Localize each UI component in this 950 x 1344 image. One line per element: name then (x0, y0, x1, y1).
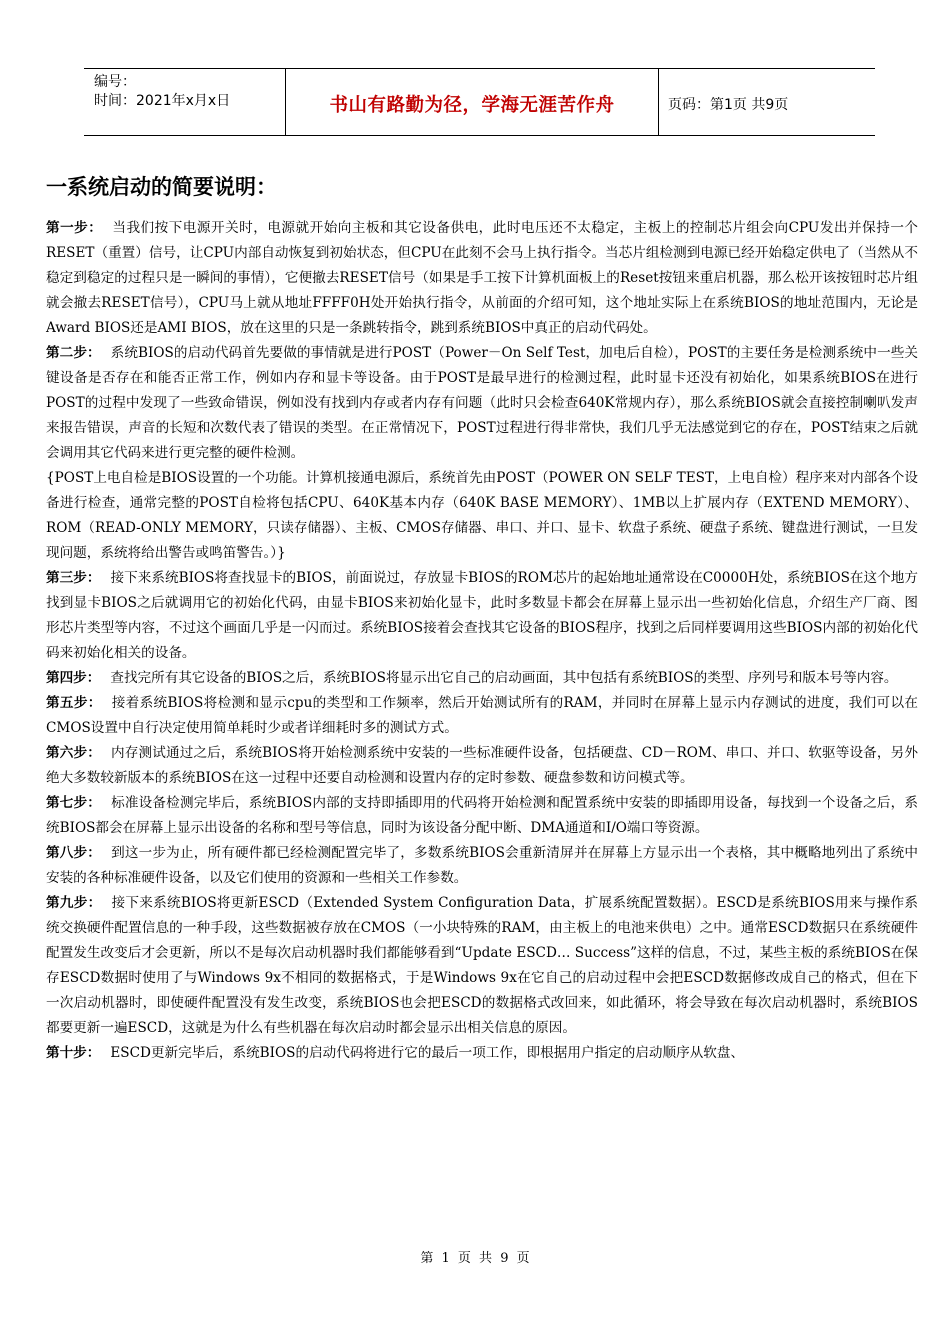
step-label: 第十步： (46, 1045, 101, 1061)
step-label: 第三步： (46, 570, 101, 586)
header-code-label: 编号： (94, 74, 136, 90)
paragraph-text: ESCD更新完毕后，系统BIOS的启动代码将进行它的最后一项工作，即根据用户指定的启动顺序从软盘、 (110, 1045, 745, 1061)
page-footer: 第 1 页 共 9 页 (420, 1251, 530, 1266)
paragraph-text: 接着系统BIOS将检测和显示cpu的类型和工作频率，然后开始测试所有的RAM，并同时在屏幕上显示内存测试的进度，我们可以在CMOS设置中自行决定使用简单耗时少或者详细耗时多的测试方式。 (46, 695, 919, 736)
body-paragraph (46, 791, 918, 841)
document-header (84, 68, 875, 136)
step-label: 第一步： (46, 220, 103, 236)
header-time-label: 时间：2021年x月x日 (94, 93, 231, 109)
paragraph-text: 查找完所有其它设备的BIOS之后，系统BIOS将显示出它自己的启动画面，其中包括有系统BIOS的类型、序列号和版本号等内容。 (110, 670, 898, 686)
body-paragraph (46, 691, 918, 741)
paragraph-text: 标准设备检测完毕后，系统BIOS内部的支持即插即用的代码将开始检测和配置系统中安装的即插即用设备，每找到一个设备之后，系统BIOS都会在屏幕上显示出设备的名称和型号等信息，同时为该设备分配中断、DMA通道和I/O端口等资源。 (46, 795, 919, 836)
header-page-label: 页码：第1页 共9页 (668, 97, 789, 113)
body-paragraph (46, 466, 918, 566)
paragraph-text: {POST上电自检是BIOS设置的一个功能。计算机接通电源后，系统首先由POST（POWER ON SELF TEST，上电自检）程序来对内部各个设备进行检查，通常完整的POST自检将包括CPU、640K基本内存（640K BASE MEMORY）、1MB以上扩展内存（EXTEND MEMORY）、ROM（READ-ONLY MEMORY，只读存储器）、主板、CMOS存储器、串口、并口、显卡、软盘子系统、硬盘子系统、键盘进行测试，一旦发现问题，系统将给出警告或鸣笛警告。）} (46, 470, 918, 561)
body-paragraph (46, 666, 918, 691)
paragraph-text: 接下来系统BIOS将更新ESCD（Extended System Configuration Data，扩展系统配置数据）。ESCD是系统BIOS用来与操作系统交换硬件配置信息的一种手段，这些数据被存放在CMOS（一小块特殊的RAM，由主板上的电池来供电）之中。通常ESCD数据只在系统硬件配置发生改变后才会更新，所以不是每次启动机器时我们都能够看到“Update ESCD… Success”这样的信息，不过，某些主板的系统BIOS在保存ESCD数据时使用了与Windows 9x不相同的数据格式，于是Windows 9x在它自己的启动过程中会把ESCD数据修改成自己的格式，但在下一次启动机器时，即使硬件配置没有发生改变，系统BIOS也会把ESCD的数据格式改回来，如此循环，将会导致在每次启动机器时，系统BIOS都要更新一遍ESCD，这就是为什么有些机器在每次启动时都会显示出相关信息的原因。 (46, 895, 918, 1036)
document-title: 一系统启动的简要说明： (46, 175, 277, 199)
body-paragraph (46, 891, 918, 1041)
step-label: 第五步： (46, 695, 102, 711)
step-label: 第四步： (46, 670, 101, 686)
step-label: 第九步： (46, 895, 102, 911)
body-paragraph (46, 741, 918, 791)
paragraph-text: 系统BIOS的启动代码首先要做的事情就是进行POST（Power－On Self Test，加电后自检），POST的主要任务是检测系统中一些关键设备是否存在和能否正常工作，例如内存和显卡等设备。由于POST是最早进行的检测过程，此时显卡还没有初始化，如果系统BIOS在进行POST的过程中发现了一些致命错误，例如没有找到内存或者内存有问题（此时只会检查640K常规内存），那么系统BIOS就会直接控制喇叭发声来报告错误，声音的长短和次数代表了错误的类型。在正常情况下，POST过程进行得非常快，我们几乎无法感觉到它的存在，POST结束之后就会调用其它代码来进行更完整的硬件检测。 (46, 345, 919, 461)
step-label: 第二步： (46, 345, 101, 361)
paragraph-text: 接下来系统BIOS将查找显卡的BIOS，前面说过，存放显卡BIOS的ROM芯片的起始地址通常设在C0000H处，系统BIOS在这个地方找到显卡BIOS之后就调用它的初始化代码，由显卡BIOS来初始化显卡，此时多数显卡都会在屏幕上显示出一些初始化信息，介绍生产厂商、图形芯片类型等内容，不过这个画面几乎是一闪而过。系统BIOS接着会查找其它设备的BIOS程序，找到之后同样要调用这些BIOS内部的初始化代码来初始化相关的设备。 (46, 570, 918, 661)
step-label: 第八步： (46, 845, 102, 861)
body-paragraph (46, 566, 918, 666)
document-body (46, 216, 918, 1066)
step-label: 第七步： (46, 795, 102, 811)
body-paragraph (46, 341, 918, 466)
paragraph-text: 内存测试通过之后，系统BIOS将开始检测系统中安装的一些标准硬件设备，包括硬盘、CD－ROM、串口、并口、软驱等设备，另外绝大多数较新版本的系统BIOS在这一过程中还要自动检测和设置内存的定时参数、硬盘参数和访问模式等。 (46, 745, 919, 786)
header-motto: 书山有路勤为径，学海无涯苦作舟 (286, 69, 659, 135)
header-meta-cell (84, 69, 286, 135)
body-paragraph (46, 1041, 918, 1066)
step-label: 第六步： (46, 745, 101, 761)
paragraph-text: 到这一步为止，所有硬件都已经检测配置完毕了，多数系统BIOS会重新清屏并在屏幕上方显示出一个表格，其中概略地列出了系统中安装的各种标准硬件设备，以及它们使用的资源和一些相关工作参数。 (46, 845, 919, 886)
body-paragraph (46, 841, 918, 891)
body-paragraph (46, 216, 918, 341)
paragraph-text: 当我们按下电源开关时，电源就开始向主板和其它设备供电，此时电压还不太稳定，主板上的控制芯片组会向CPU发出并保持一个RESET（重置）信号，让CPU内部自动恢复到初始状态，但CPU在此刻不会马上执行指令。当芯片组检测到电源已经开始稳定供电了（当然从不稳定到稳定的过程只是一瞬间的事情），它便撤去RESET信号（如果是手工按下计算机面板上的Reset按钮来重启机器，那么松开该按钮时芯片组就会撤去RESET信号），CPU马上就从地址FFFF0H处开始执行指令，从前面的介绍可知，这个地址实际上在系统BIOS的地址范围内，无论是Award BIOS还是AMI BIOS，放在这里的只是一条跳转指令，跳到系统BIOS中真正的启动代码处。 (46, 220, 918, 336)
